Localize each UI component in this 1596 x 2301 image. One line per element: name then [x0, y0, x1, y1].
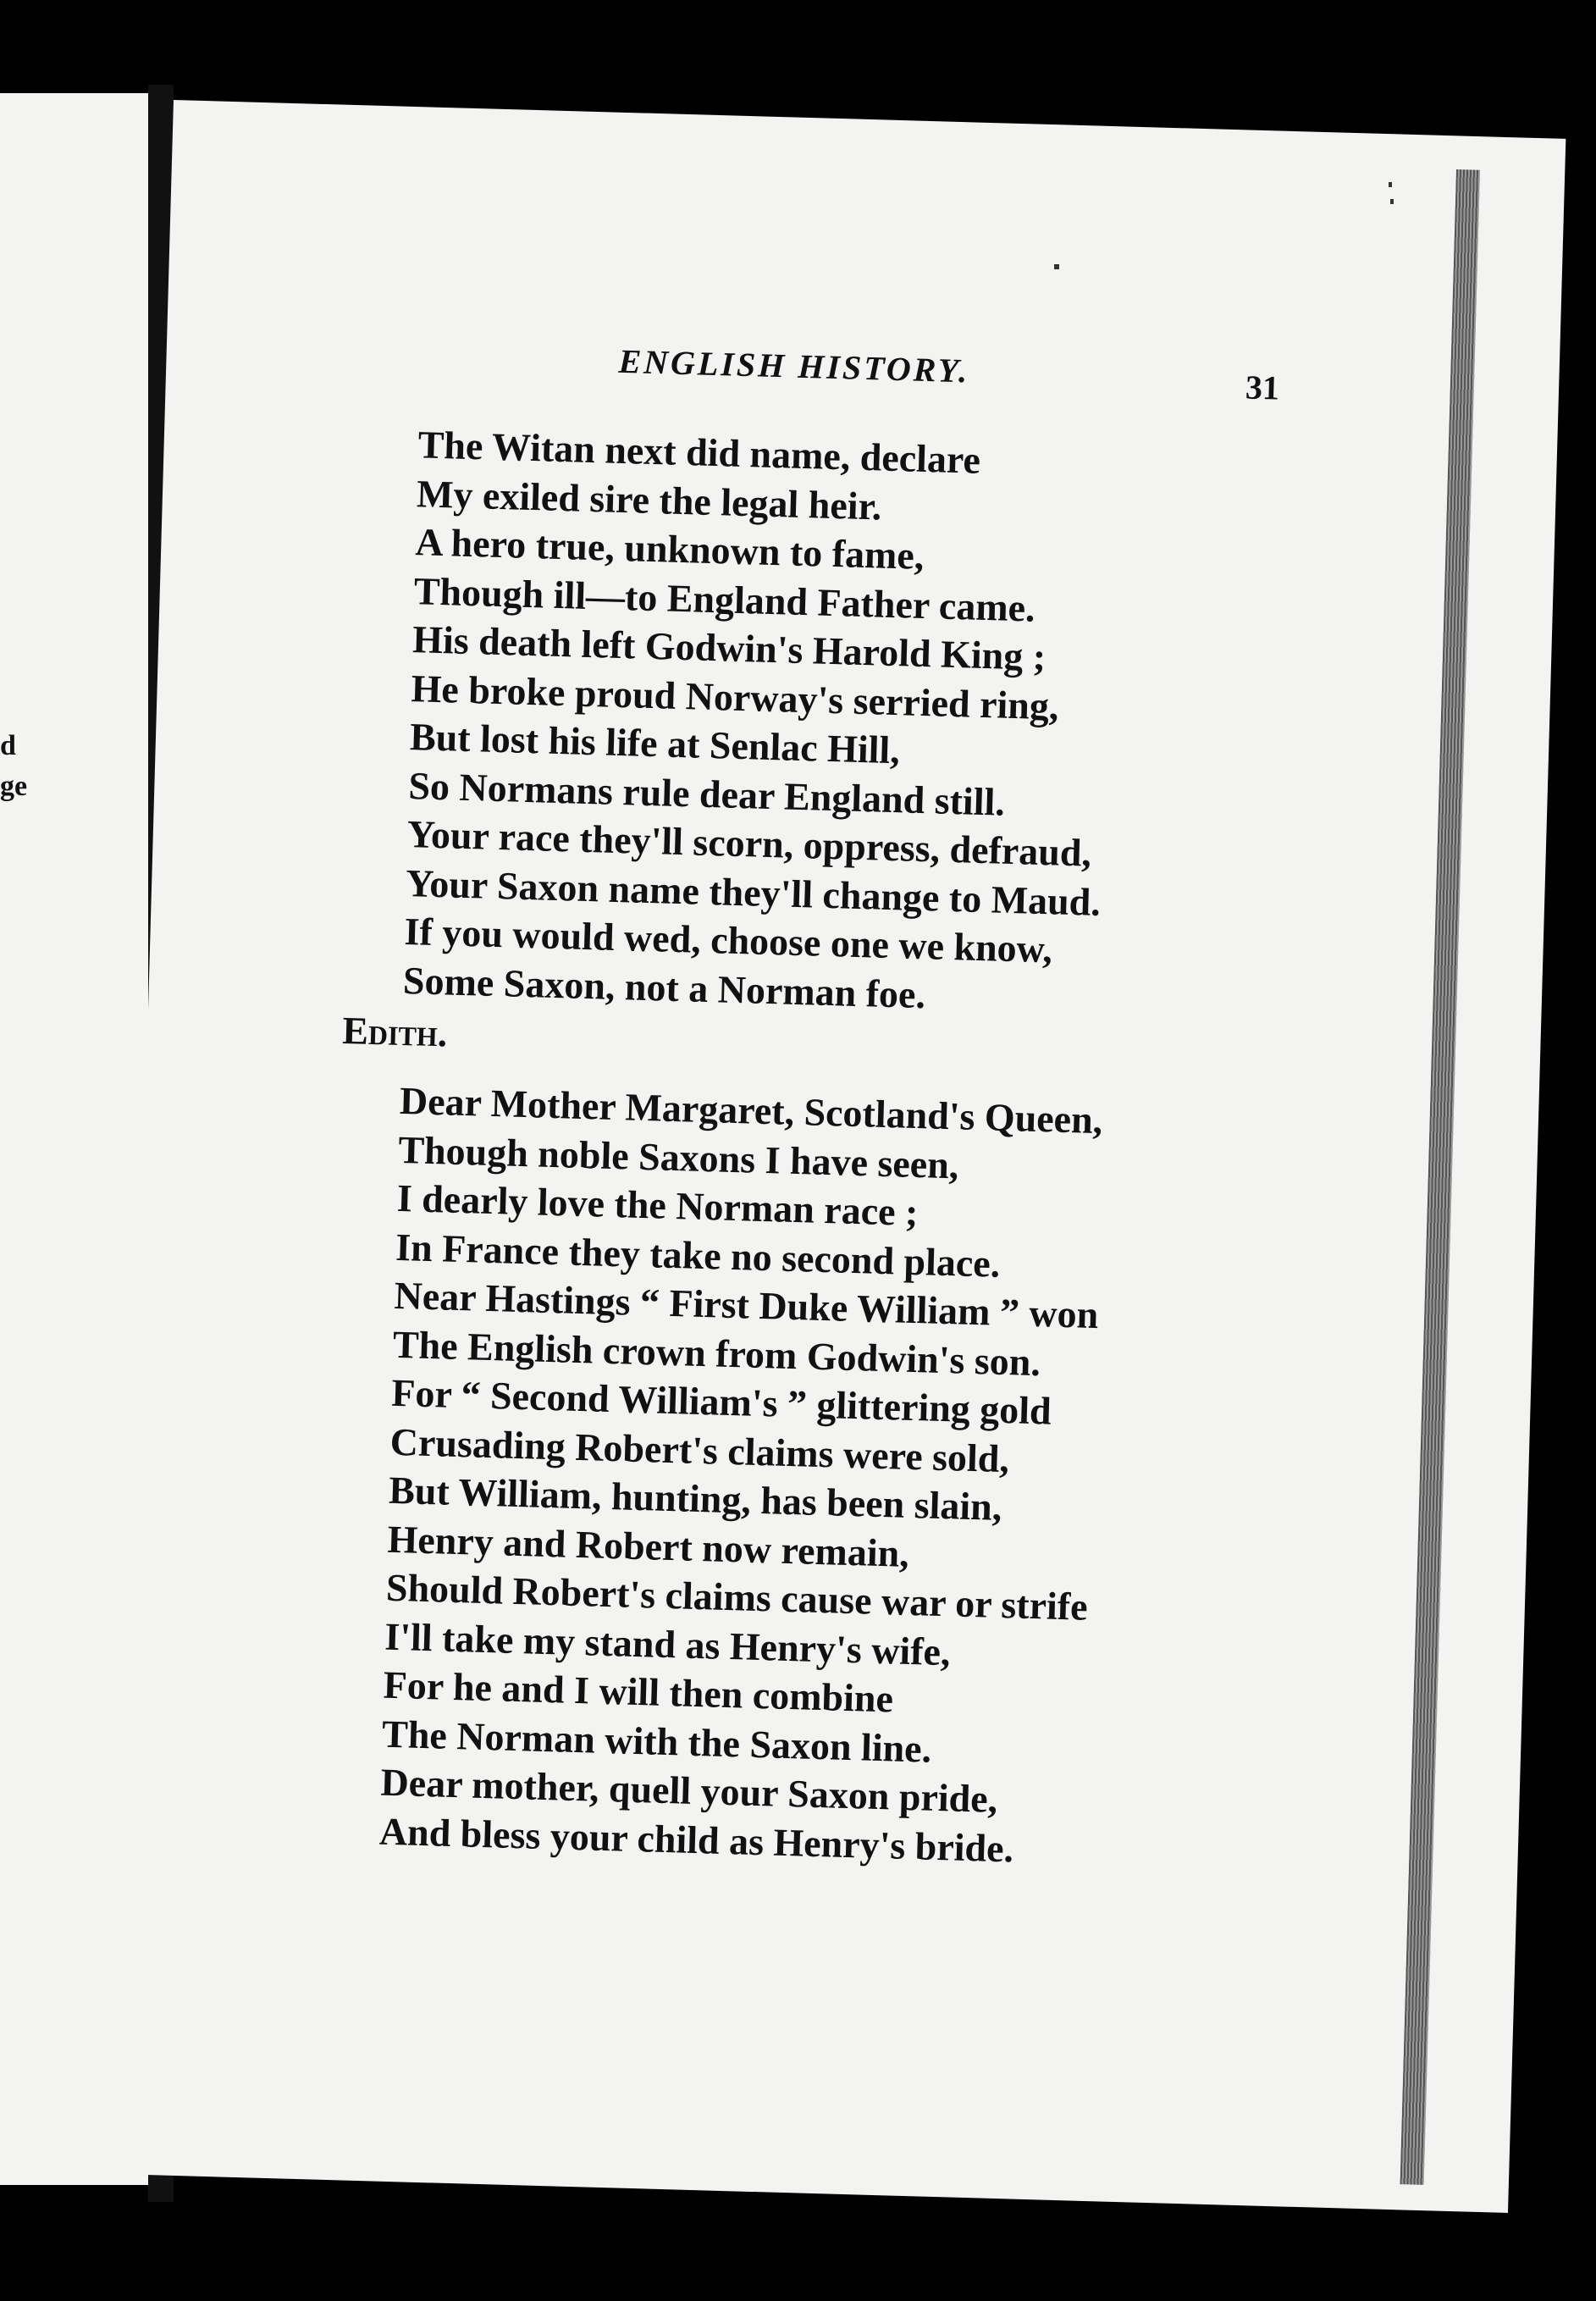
- verse-line: Your race they'll scorn, oppress, defraud,: [406, 812, 1092, 875]
- verse-line: Henry and Robert now remain,: [386, 1517, 910, 1575]
- verse-line: His death left Godwin's Harold King ;: [411, 617, 1047, 679]
- running-head: ENGLISH HISTORY.: [617, 341, 970, 390]
- verse-line: Crusading Robert's claims were sold,: [389, 1419, 1010, 1480]
- stanza-second: [378, 1076, 1104, 1875]
- speaker-heading: Edith.: [341, 1009, 449, 1055]
- stanza-first: [402, 420, 1113, 1024]
- verse-line: He broke proud Norway's serried ring,: [411, 666, 1060, 727]
- book-page: [116, 100, 1566, 2213]
- verse-line: Should Robert's claims cause war or strife: [385, 1565, 1089, 1629]
- verse-line: In France they take no second place.: [395, 1225, 1001, 1286]
- verse-line: Your Saxon name they'll change to Maud.: [405, 860, 1102, 924]
- verse-line: For he and I will then combine: [383, 1662, 894, 1721]
- verse-line: The English crown from Godwin's son.: [392, 1322, 1041, 1384]
- verse-line: A hero true, unknown to fame,: [414, 520, 925, 578]
- verse-line: So Normans rule dear England still.: [407, 763, 1006, 824]
- verse-line: For “ Second William's ” glittering gold: [390, 1370, 1052, 1433]
- verse-line: Though ill—to England Father came.: [413, 568, 1036, 630]
- verse-line: And bless your child as Henry's bride.: [378, 1809, 1014, 1870]
- verse-line: But lost his life at Senlac Hill,: [409, 715, 901, 772]
- verse-line: My exiled sire the legal heir.: [416, 471, 883, 528]
- verse-line: Dear Mother Margaret, Scotland's Queen,: [399, 1078, 1103, 1142]
- verse-line: Some Saxon, not a Norman foe.: [402, 958, 926, 1016]
- previous-page-fragment: d: [0, 730, 16, 761]
- verse-line: Though noble Saxons I have seen,: [397, 1127, 960, 1186]
- scan-speck: [1054, 264, 1059, 269]
- scan-speck: [1390, 199, 1394, 204]
- verse-line: If you would wed, choose one we know,: [403, 910, 1053, 971]
- verse-line: But William, hunting, has been slain,: [388, 1468, 1003, 1529]
- verse-line: Near Hastings “ First Duke William ” won: [393, 1273, 1099, 1337]
- verse-line: I dearly love the Norman race ;: [396, 1175, 919, 1235]
- page-number: 31: [1245, 368, 1280, 407]
- verse-line: The Witan next did name, declare: [417, 423, 981, 482]
- verse-line: I'll take my stand as Henry's wife,: [384, 1614, 952, 1673]
- previous-page-fragment: ge: [0, 771, 28, 802]
- scan-speck: [1389, 182, 1392, 187]
- verse-line: Dear mother, quell your Saxon pride,: [379, 1760, 998, 1821]
- verse-line: The Norman with the Saxon line.: [381, 1712, 932, 1771]
